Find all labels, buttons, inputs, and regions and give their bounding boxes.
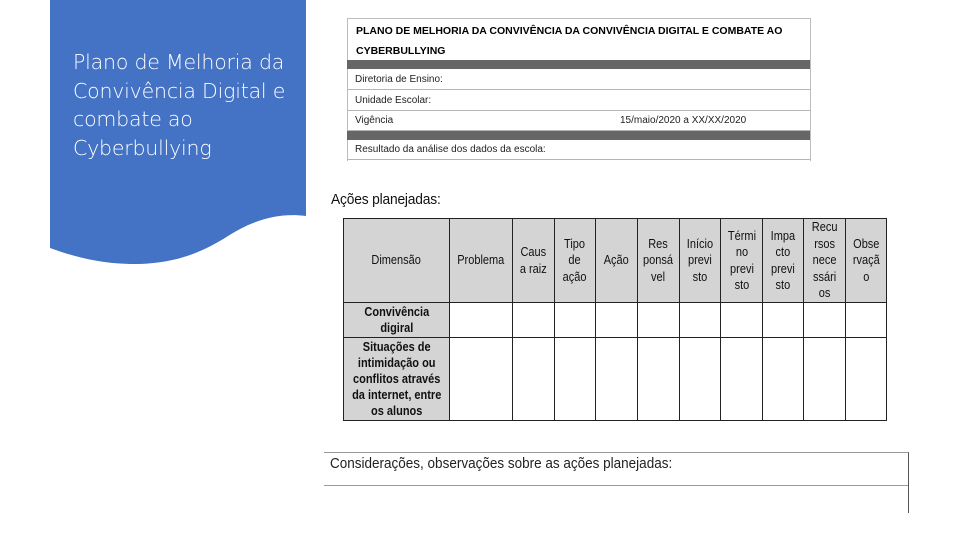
form-row-label: Diretoria de Ensino:: [355, 74, 443, 85]
column-header: Ação: [596, 219, 638, 303]
table-cell[interactable]: [450, 303, 513, 338]
actions-title: Ações planejadas:: [331, 191, 441, 208]
form-row-resultado: [347, 139, 810, 160]
column-header: Caus a raiz: [513, 219, 555, 303]
actions-table: [343, 218, 887, 421]
table-cell[interactable]: [721, 338, 763, 421]
table-cell[interactable]: [555, 303, 596, 338]
table-cell[interactable]: [513, 338, 555, 421]
column-header: Térmi no previ sto: [721, 219, 763, 303]
table-cell[interactable]: [513, 303, 555, 338]
column-header: Tipo de ação: [555, 219, 596, 303]
table-cell[interactable]: [450, 338, 513, 421]
column-header: Recu rsos nece ssári os: [804, 219, 846, 303]
table-cell[interactable]: [680, 303, 721, 338]
considerations-divider: [324, 485, 908, 486]
form-row-diretoria: [347, 69, 810, 90]
form-row-unidade: [347, 90, 810, 111]
table-cell[interactable]: [638, 338, 680, 421]
header-divider-bar: [347, 60, 810, 69]
considerations-label: Considerações, observações sobre as ações planejadas:: [330, 455, 673, 472]
table-row: [344, 303, 887, 338]
slide-title: Plano de Melhoria da Convivência Digital e combate ao Cyberbullying: [73, 50, 286, 160]
column-header: Obse rvaçã o: [846, 219, 887, 303]
form-row-value: 15/maio/2020 a XX/XX/2020: [620, 115, 747, 126]
table-cell[interactable]: [638, 303, 680, 338]
table-cell[interactable]: [846, 338, 887, 421]
table-cell[interactable]: [846, 303, 887, 338]
table-cell[interactable]: [555, 338, 596, 421]
table-cell[interactable]: [763, 338, 804, 421]
form-row-label: Unidade Escolar:: [355, 95, 432, 106]
column-header: Início previ sto: [680, 219, 721, 303]
form-row-label: Vigência: [355, 115, 394, 126]
column-header: Problema: [450, 219, 513, 303]
table-cell[interactable]: [680, 338, 721, 421]
table-cell[interactable]: [596, 303, 638, 338]
column-header: Impa cto previ sto: [763, 219, 804, 303]
table-row: [344, 338, 887, 421]
column-header: Dimensão: [344, 219, 450, 303]
dimension-cell: Situações de intimidação ou conflitos através da internet, entre os alunos: [344, 338, 450, 421]
table-cell[interactable]: [721, 303, 763, 338]
table-cell[interactable]: [804, 338, 846, 421]
table-cell[interactable]: [804, 303, 846, 338]
plan-header-title: PLANO DE MELHORIA DA CONVIVÊNCIA DA CONVIVÊNCIA DIGITAL E COMBATE AO CYBERBULLYING: [356, 25, 783, 57]
table-header-row: [344, 219, 887, 303]
table-cell[interactable]: [763, 303, 804, 338]
column-header: Res ponsá vel: [638, 219, 680, 303]
dimension-cell: Convivência digiral: [344, 303, 450, 338]
form-row-label: Resultado da análise dos dados da escola:: [355, 144, 546, 155]
table-cell[interactable]: [596, 338, 638, 421]
form-row-vigencia: [347, 110, 810, 131]
